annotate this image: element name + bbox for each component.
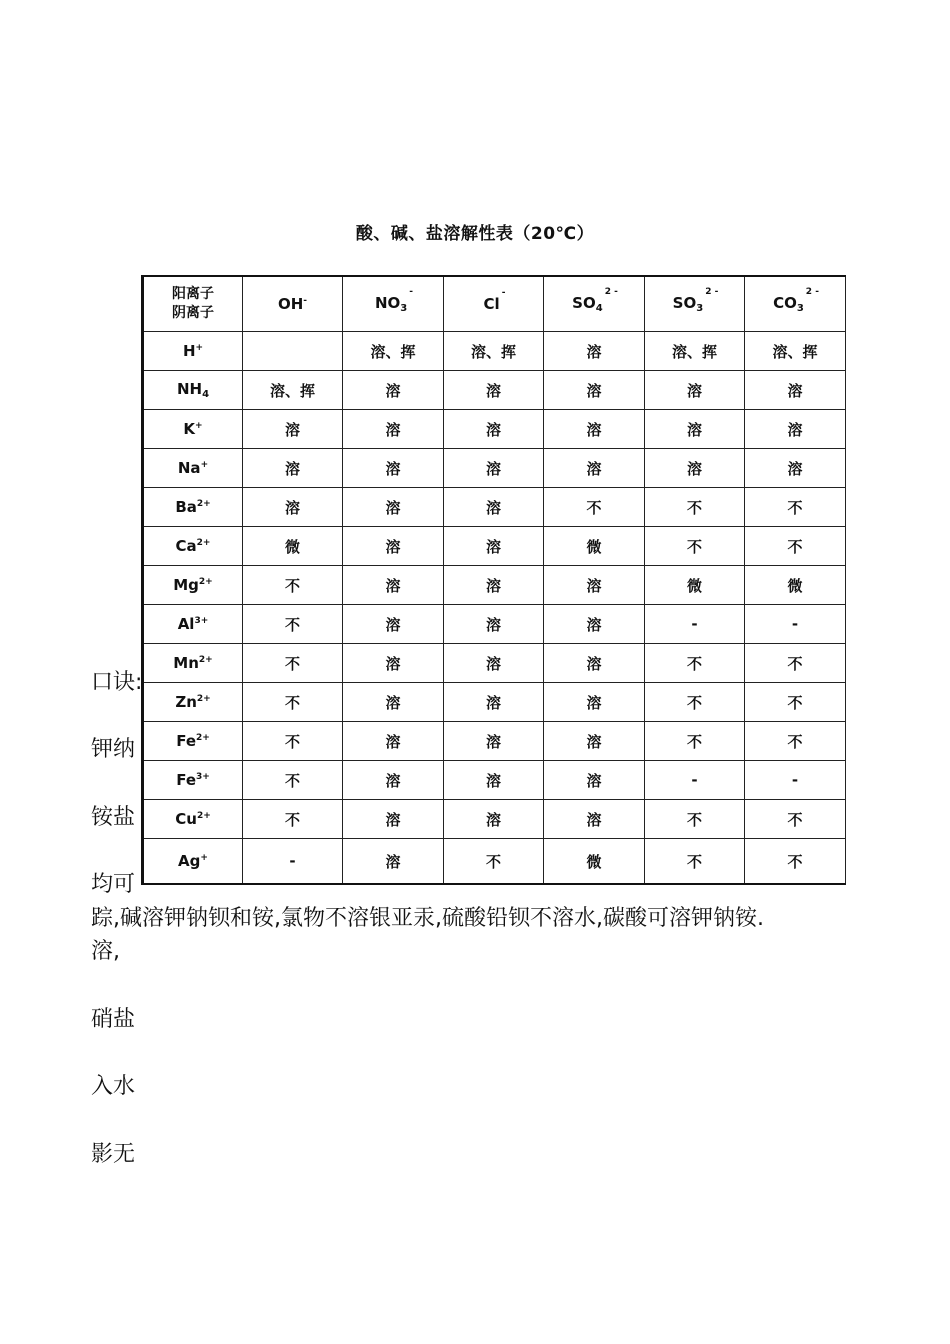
table-row xyxy=(143,644,846,683)
corner-cation-label: 阳离子 xyxy=(172,286,214,302)
table-row xyxy=(143,839,846,885)
mnemonic-line: 均可 xyxy=(91,871,136,897)
ion-charge: 2 - xyxy=(805,287,819,297)
cation-cell xyxy=(143,488,243,527)
solubility-cell: - xyxy=(243,839,343,885)
ion-charge: - xyxy=(409,287,414,297)
solubility-cell: 溶 xyxy=(343,683,444,722)
ion-symbol: Fe xyxy=(176,732,196,750)
solubility-cell: 不 xyxy=(645,800,745,839)
ion-symbol: Mg xyxy=(173,576,199,594)
solubility-cell: 溶 xyxy=(444,488,544,527)
solubility-cell: 溶 xyxy=(544,800,645,839)
solubility-cell: - xyxy=(745,605,846,644)
cation-cell xyxy=(143,605,243,644)
solubility-cell: 微 xyxy=(745,566,846,605)
mnemonic-line: 硝盐 xyxy=(91,1006,136,1032)
solubility-cell: 溶、挥 xyxy=(343,332,444,371)
ion-charge: 2 - xyxy=(705,287,719,297)
solubility-cell: 不 xyxy=(745,722,846,761)
ion-symbol: Ba xyxy=(175,498,197,516)
cation-cell xyxy=(143,527,243,566)
solubility-cell xyxy=(243,332,343,371)
solubility-cell: 溶 xyxy=(243,449,343,488)
ion-symbol: OH xyxy=(277,295,304,313)
table-row xyxy=(143,410,846,449)
ion-charge: - xyxy=(303,296,308,306)
solubility-cell: 溶 xyxy=(444,761,544,800)
cation-formula xyxy=(183,342,203,360)
corner-cell xyxy=(143,276,243,332)
solubility-cell: 微 xyxy=(544,527,645,566)
solubility-cell: 微 xyxy=(645,566,745,605)
solubility-cell: 溶 xyxy=(745,449,846,488)
cation-formula xyxy=(178,852,208,870)
mnemonic-line: 钾纳 xyxy=(91,737,136,763)
table-row xyxy=(143,371,846,410)
solubility-cell: 微 xyxy=(544,839,645,885)
solubility-cell: 溶 xyxy=(343,722,444,761)
table-row xyxy=(143,761,846,800)
solubility-cell: 溶 xyxy=(444,566,544,605)
solubility-cell: 不 xyxy=(645,488,745,527)
ion-charge: + xyxy=(195,343,204,353)
solubility-cell: 不 xyxy=(745,644,846,683)
solubility-cell: 溶 xyxy=(444,683,544,722)
solubility-cell: 溶、挥 xyxy=(745,332,846,371)
cation-formula xyxy=(176,732,210,750)
cation-formula xyxy=(173,576,212,594)
anion-header xyxy=(745,276,846,332)
mnemonic-tail: 踪,碱溶钾钠钡和铵,氯物不溶银亚汞,硫酸铅钡不溶水,碳酸可溶钾钠铵. xyxy=(91,906,764,931)
cation-cell xyxy=(143,800,243,839)
cation-formula xyxy=(177,380,209,398)
solubility-cell: 不 xyxy=(645,527,745,566)
solubility-cell: 溶 xyxy=(645,371,745,410)
solubility-cell: 溶 xyxy=(343,566,444,605)
solubility-cell: 不 xyxy=(243,722,343,761)
solubility-cell: - xyxy=(745,761,846,800)
solubility-cell: 不 xyxy=(645,722,745,761)
solubility-cell: 溶 xyxy=(544,722,645,761)
table-row xyxy=(143,527,846,566)
solubility-cell: 溶 xyxy=(745,371,846,410)
solubility-cell: 微 xyxy=(243,527,343,566)
anion-formula xyxy=(278,295,307,313)
solubility-cell: 溶 xyxy=(544,605,645,644)
cation-formula xyxy=(176,537,211,555)
ion-symbol: SO xyxy=(572,294,596,312)
anion-header xyxy=(243,276,343,332)
ion-charge: 2 - xyxy=(604,287,618,297)
solubility-cell: 溶 xyxy=(544,410,645,449)
ion-symbol: SO xyxy=(672,294,697,312)
ion-charge: + xyxy=(200,853,208,863)
solubility-cell: 溶 xyxy=(343,410,444,449)
cation-cell xyxy=(143,644,243,683)
solubility-cell: 不 xyxy=(243,761,343,800)
solubility-cell: 不 xyxy=(243,644,343,683)
solubility-cell: 溶 xyxy=(243,488,343,527)
anion-header xyxy=(645,276,745,332)
solubility-cell: 溶 xyxy=(444,449,544,488)
solubility-cell: 溶、挥 xyxy=(645,332,745,371)
ion-charge: 2+ xyxy=(198,655,213,665)
solubility-cell: 不 xyxy=(645,644,745,683)
ion-symbol: Zn xyxy=(175,693,197,711)
solubility-cell: - xyxy=(645,605,745,644)
solubility-cell: 溶 xyxy=(444,410,544,449)
cation-formula xyxy=(175,693,210,711)
anion-formula xyxy=(483,288,506,313)
solubility-cell: 不 xyxy=(243,566,343,605)
solubility-cell: 溶 xyxy=(444,644,544,683)
solubility-cell: 不 xyxy=(745,683,846,722)
solubility-cell: 不 xyxy=(745,800,846,839)
ion-subscript: 3 xyxy=(796,303,804,314)
solubility-cell: 溶 xyxy=(544,644,645,683)
solubility-cell: 不 xyxy=(745,488,846,527)
solubility-cell: 溶 xyxy=(544,449,645,488)
solubility-cell: 溶 xyxy=(343,371,444,410)
ion-symbol: Cu xyxy=(175,810,197,828)
solubility-cell: 溶 xyxy=(444,605,544,644)
table-row xyxy=(143,488,846,527)
solubility-cell: 溶 xyxy=(343,527,444,566)
ion-subscript: 4 xyxy=(595,303,603,314)
table-row xyxy=(143,722,846,761)
solubility-cell: 溶 xyxy=(544,332,645,371)
ion-charge: 2+ xyxy=(196,733,210,743)
mnemonic-line: 铵盐 xyxy=(91,804,136,830)
ion-charge: 2+ xyxy=(196,499,211,509)
cation-formula xyxy=(175,810,211,828)
solubility-cell: 溶 xyxy=(343,449,444,488)
cation-cell xyxy=(143,410,243,449)
solubility-cell: 溶 xyxy=(343,800,444,839)
solubility-cell: 溶 xyxy=(343,488,444,527)
ion-charge: 2+ xyxy=(198,577,213,587)
mnemonic-line: 口诀: xyxy=(91,669,143,695)
solubility-cell: 溶 xyxy=(645,449,745,488)
cation-formula xyxy=(183,420,202,438)
corner-anion-label: 阴离子 xyxy=(172,305,214,321)
ion-charge: - xyxy=(501,288,506,298)
cation-formula xyxy=(175,498,210,516)
table-row xyxy=(143,332,846,371)
ion-symbol: Mn xyxy=(173,654,199,672)
ion-symbol: NO xyxy=(374,294,401,312)
solubility-cell: 溶 xyxy=(645,410,745,449)
mnemonic-line: 影无 xyxy=(91,1141,136,1167)
ion-charge: 2+ xyxy=(196,538,211,548)
solubility-cell: 不 xyxy=(544,488,645,527)
solubility-cell: - xyxy=(645,761,745,800)
table-row xyxy=(143,800,846,839)
ion-symbol: Ag xyxy=(178,852,201,870)
ion-charge: 3+ xyxy=(196,772,210,782)
cation-cell xyxy=(143,839,243,885)
ion-symbol: Na xyxy=(177,459,201,477)
cation-cell xyxy=(143,371,243,410)
cation-formula xyxy=(176,771,210,789)
ion-symbol: H xyxy=(182,342,196,360)
cation-cell xyxy=(143,761,243,800)
anion-formula xyxy=(572,287,618,314)
ion-symbol: NH xyxy=(176,380,203,398)
solubility-cell: 溶 xyxy=(343,839,444,885)
ion-symbol: Al xyxy=(177,615,195,633)
solubility-cell: 溶 xyxy=(444,371,544,410)
mnemonic-line: 入水 xyxy=(91,1074,136,1100)
anion-formula xyxy=(672,287,719,314)
mnemonic-line: 溶, xyxy=(91,939,120,965)
cation-cell xyxy=(143,566,243,605)
solubility-cell: 溶 xyxy=(444,527,544,566)
solubility-cell: 溶、挥 xyxy=(444,332,544,371)
solubility-cell: 溶、挥 xyxy=(243,371,343,410)
solubility-cell: 溶 xyxy=(343,605,444,644)
solubility-cell: 溶 xyxy=(343,644,444,683)
table-row xyxy=(143,683,846,722)
solubility-cell: 不 xyxy=(745,527,846,566)
solubility-cell: 溶 xyxy=(444,722,544,761)
ion-subscript: 4 xyxy=(202,389,210,400)
solubility-table xyxy=(141,275,846,885)
table-row xyxy=(143,605,846,644)
ion-subscript: 3 xyxy=(400,303,408,314)
ion-symbol: Ca xyxy=(175,537,197,555)
ion-symbol: Fe xyxy=(176,771,196,789)
anion-header xyxy=(544,276,645,332)
table-row xyxy=(143,449,846,488)
solubility-cell: 溶 xyxy=(745,410,846,449)
solubility-cell: 溶 xyxy=(544,371,645,410)
solubility-cell: 溶 xyxy=(243,410,343,449)
page-title: 酸、碱、盐溶解性表（20℃） xyxy=(355,224,595,244)
ion-symbol: K xyxy=(183,420,196,438)
solubility-cell: 溶 xyxy=(444,800,544,839)
table-row xyxy=(143,566,846,605)
solubility-cell: 溶 xyxy=(544,683,645,722)
ion-charge: 2+ xyxy=(196,694,211,704)
solubility-cell: 不 xyxy=(645,839,745,885)
cation-cell xyxy=(143,722,243,761)
ion-charge: 2+ xyxy=(196,811,211,821)
cation-cell xyxy=(143,332,243,371)
cation-formula xyxy=(178,459,208,477)
cation-formula xyxy=(178,615,209,633)
ion-charge: + xyxy=(195,421,203,431)
table-header-row xyxy=(143,276,846,332)
solubility-cell: 不 xyxy=(444,839,544,885)
cation-cell xyxy=(143,683,243,722)
anion-formula xyxy=(374,287,414,314)
ion-charge: 3+ xyxy=(194,616,209,626)
solubility-cell: 不 xyxy=(745,839,846,885)
solubility-cell: 溶 xyxy=(544,566,645,605)
anion-header xyxy=(343,276,444,332)
ion-subscript: 3 xyxy=(696,303,704,314)
ion-charge: + xyxy=(200,460,209,470)
solubility-cell: 溶 xyxy=(343,761,444,800)
ion-symbol: Cl xyxy=(483,295,500,313)
solubility-cell: 不 xyxy=(645,683,745,722)
solubility-cell: 溶 xyxy=(544,761,645,800)
anion-header xyxy=(444,276,544,332)
cation-cell xyxy=(143,449,243,488)
cation-formula xyxy=(173,654,212,672)
solubility-cell: 不 xyxy=(243,683,343,722)
solubility-cell: 不 xyxy=(243,605,343,644)
ion-symbol: CO xyxy=(773,294,797,312)
anion-formula xyxy=(773,287,819,314)
solubility-cell: 不 xyxy=(243,800,343,839)
